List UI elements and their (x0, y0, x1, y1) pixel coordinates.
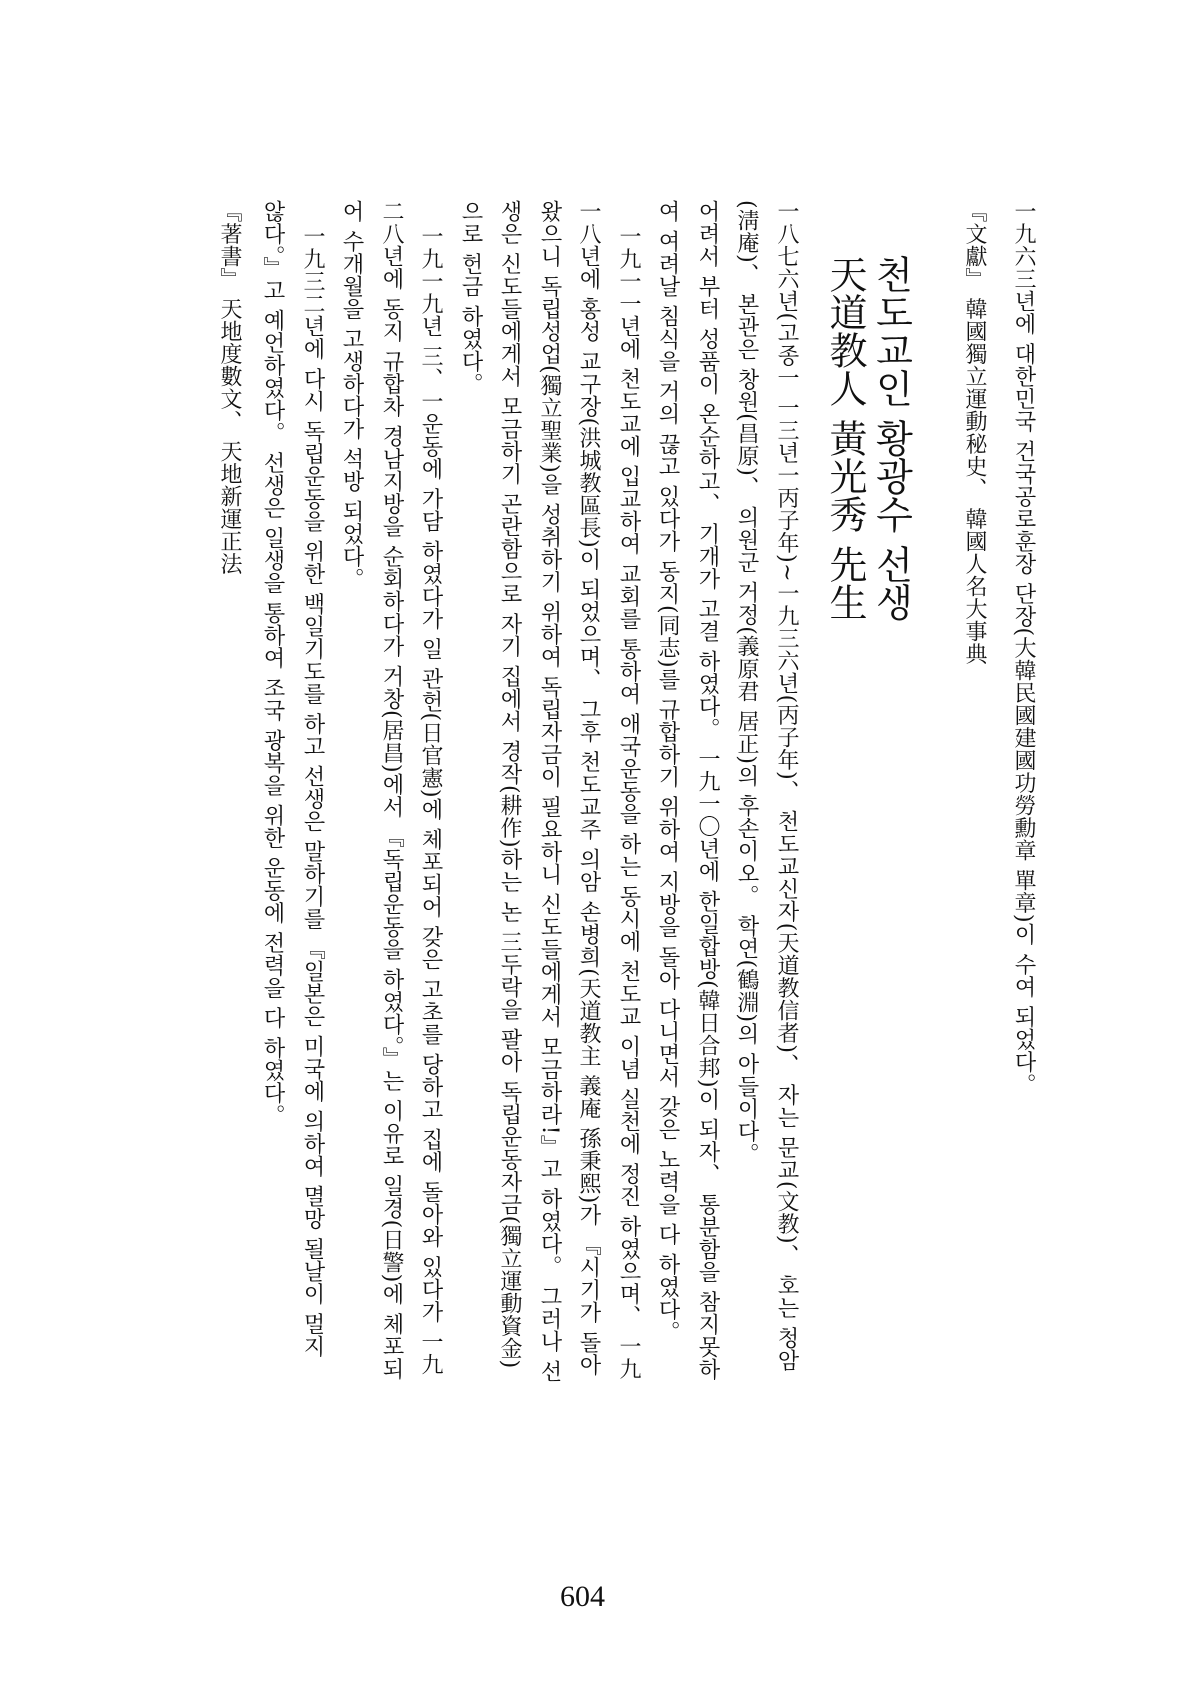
body-line: 一九一九년 三、一운동에 가담 하였다가 일 관헌(日官憲)에 체포되어 갖은 고초를 당하고 집에 돌아와 있다가 一九 (418, 225, 443, 1376)
writings-line: 『著書』 天地度數文、 天地新運正法 (217, 200, 242, 575)
body-line: 않다。』고 예언하였다。 선생은 일생을 통하여 조국 광복을 위한 운동에 전력을 다 하였다。 (260, 200, 285, 1127)
body-line: 一九一一년에 천도교에 입교하여 교회를 통하여 애국운동을 하는 동시에 천도교 이념 실천에 정진 하였으며、 一九 (616, 225, 641, 1380)
title-hanja: 天道教人 黃光秀 先生 (823, 255, 867, 622)
body-line: 생은 신도들에게서 모금하기 곤란함으로 자기 집에서 경작(耕作)하는 논 三두락을 팔아 독립운동자금(獨立運動資金) (497, 200, 522, 1369)
body-line: 一八七六년(고종一 一三년一丙子年)~一九三六년(丙子年)、 천도교신자(天道教信者)、 자는 문교(文教)、 호는 청암 (774, 200, 799, 1372)
body-line: 으로 헌금 하였다。 (458, 200, 483, 395)
body-line: (淸庵)、 본관은 창원(昌原)、 의원군 거정(義原君 居正)의 후손이오。 학연(鶴淵)의 아들이다。 (734, 200, 759, 1166)
page-number: 604 (560, 1580, 605, 1613)
body-line: 어 수개월을 고생하다가 석방 되었다。 (339, 200, 364, 590)
body-line: 一九三二년에 다시 독립운동을 위한 백일기도를 하고 선생은 말하기를 『일본은 미국에 의하여 멸망 될날이 멀지 (300, 225, 325, 1358)
body-line: 어려서 부터 성품이 온순하고、 기개가 고결 하였다。 一九一〇년에 한일합방(韓日合邦)이 되자、 통분함을 참지못하 (695, 200, 720, 1381)
award-line: 一九六三년에 대한민국 건국공로훈장 단장(大韓民國建國功勞勳章 單章)이 수여 되었다。 (1011, 200, 1036, 1096)
references-line: 『文獻』 韓國獨立運動秘史、 韓國人名大事典 (962, 200, 987, 665)
body-line: 二八년에 동지 규합차 경남지방을 순회하다가 거창(居昌)에서 『독립운동을 하였다。』는 이유로 일경(日警)에 체포되 (379, 200, 404, 1381)
body-line: 一八년에 홍성 교구장(洪城教區長)이 되었으며、 그후 천도교주 의암 손병희(天道教主 義庵 孫秉熙)가 『시기가 돌아 (576, 200, 601, 1377)
body-line: 왔으니 독립성업(獨立聖業)을 성취하기 위하여 독립자금이 필요하니 신도들에게서 모금하라!』고 하였다。 그러나 선 (537, 200, 562, 1383)
title-hangul: 천도교인 황광수 선생 (869, 255, 913, 622)
body-line: 여 여려날 침식을 거의 끊고 있다가 동지(同志)를 규합하기 위하여 지방을 돌아 다니면서 갖은 노력을 다 하였다。 (655, 200, 680, 1344)
